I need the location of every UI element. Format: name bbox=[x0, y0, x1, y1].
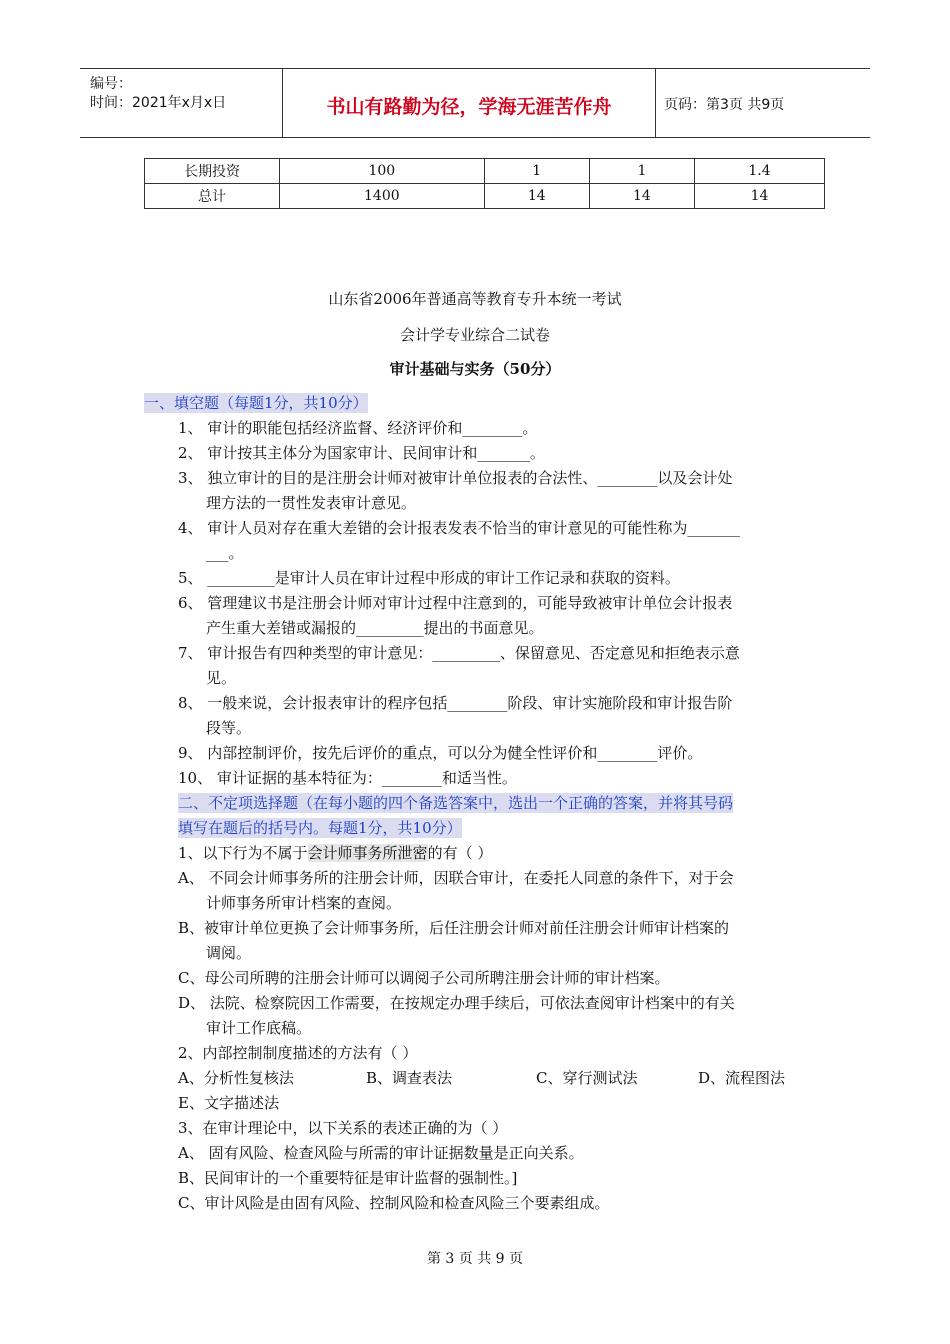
option: B、被审计单位更换了会计师事务所，后任注册会计师对前任注册会计师审计档案的 bbox=[178, 919, 730, 937]
motto: 书山有路勤为径，学海无涯苦作舟 bbox=[326, 96, 612, 118]
table-cell: 14 bbox=[695, 184, 825, 209]
question: 3、 独立审计的目的是注册会计师对被审计单位报表的合法性、________以及会计处 bbox=[178, 469, 733, 487]
option: B、调查表法 bbox=[366, 1069, 453, 1087]
option: D、 法院、检察院因工作需要，在按规定办理手续后，可依法查阅审计档案中的有关 bbox=[178, 994, 735, 1012]
table-cell: 100 bbox=[280, 159, 485, 184]
option: C、审计风险是由固有风险、控制风险和检查风险三个要素组成。 bbox=[178, 1194, 610, 1212]
table-cell: 1400 bbox=[280, 184, 485, 209]
part1-heading: 一、填空题（每题1分，共10分） bbox=[144, 394, 368, 412]
question: 3、在审计理论中，以下关系的表述正确的为（ ） bbox=[178, 1119, 508, 1137]
question: 4、 审计人员对存在重大差错的会计报表发表不恰当的审计意见的可能性称为_______ bbox=[178, 519, 740, 537]
option-cont: 审计工作底稿。 bbox=[206, 1019, 312, 1037]
data-table bbox=[144, 158, 825, 209]
question: 8、 一般来说，会计报表审计的程序包括________阶段、审计实施阶段和审计报告阶 bbox=[178, 694, 733, 712]
option: E、文字描述法 bbox=[178, 1094, 279, 1112]
table-cell: 1 bbox=[589, 159, 694, 184]
option: A、 固有风险、检查风险与所需的审计证据数量是正向关系。 bbox=[178, 1144, 584, 1162]
paper-title: 会计学专业综合二试卷 bbox=[399, 326, 550, 344]
option: C、母公司所聘的注册会计师可以调阅子公司所聘注册会计师的审计档案。 bbox=[178, 969, 670, 987]
question: 5、 _________是审计人员在审计过程中形成的审计工作记录和获取的资料。 bbox=[178, 569, 680, 587]
table-cell: 1.4 bbox=[695, 159, 825, 184]
question: 10、 审计证据的基本特征为：________和适当性。 bbox=[178, 769, 517, 787]
question-text: 1、以下行为不属于 bbox=[178, 844, 308, 862]
highlighted-text: 会计师事务所泄密 bbox=[307, 844, 428, 862]
option: B、民间审计的一个重要特征是审计监督的强制性。] bbox=[178, 1169, 518, 1187]
table-row bbox=[145, 159, 825, 184]
option-cont: 调阅。 bbox=[206, 944, 252, 962]
question: 9、 内部控制评价，按先后评价的重点，可以分为健全性评价和________评价。 bbox=[178, 744, 703, 762]
page-info: 页码：第3页 共9页 bbox=[664, 97, 785, 113]
section-title: 审计基础与实务（50分） bbox=[389, 360, 561, 378]
exam-title: 山东省2006年普通高等教育专升本统一考试 bbox=[328, 290, 622, 308]
question: 1、 审计的职能包括经济监督、经济评价和________。 bbox=[178, 419, 538, 437]
doc-code: 编号： bbox=[90, 76, 132, 92]
header-meta bbox=[90, 75, 280, 113]
table-cell: 长期投资 bbox=[145, 159, 280, 184]
question-cont: 产生重大差错或漏报的_________提出的书面意见。 bbox=[206, 619, 544, 637]
option: A、 不同会计师事务所的注册会计师，因联合审计，在委托人同意的条件下，对于会 bbox=[178, 869, 734, 887]
part2-heading-cont: 填写在题后的括号内。每题1分，共10分） bbox=[178, 819, 462, 837]
question-cont: ___。 bbox=[206, 544, 244, 562]
option: D、流程图法 bbox=[698, 1069, 786, 1087]
question-cont: 理方法的一贯性发表审计意见。 bbox=[206, 494, 417, 512]
question: 2、内部控制制度描述的方法有（ ） bbox=[178, 1044, 418, 1062]
table-cell: 1 bbox=[484, 159, 589, 184]
table-cell: 14 bbox=[589, 184, 694, 209]
part2-heading: 二、不定项选择题（在每小题的四个备选答案中，选出一个正确的答案，并将其号码 bbox=[178, 794, 734, 812]
question: 7、 审计报告有四种类型的审计意见：_________、保留意见、否定意见和拒绝表示意 bbox=[178, 644, 740, 662]
table-row bbox=[145, 184, 825, 209]
question-text: 的有（ ） bbox=[427, 844, 493, 862]
page-header bbox=[80, 68, 870, 138]
option-cont: 计师事务所审计档案的查阅。 bbox=[206, 894, 402, 912]
page-footer: 第 3 页 共 9 页 bbox=[426, 1251, 524, 1267]
table-cell: 14 bbox=[484, 184, 589, 209]
question: 6、 管理建议书是注册会计师对审计过程中注意到的，可能导致被审计单位会计报表 bbox=[178, 594, 733, 612]
question bbox=[178, 843, 492, 863]
question: 2、 审计按其主体分为国家审计、民间审计和_______。 bbox=[178, 444, 545, 462]
table-cell: 总计 bbox=[145, 184, 280, 209]
header-motto-cell bbox=[282, 69, 656, 137]
option: C、穿行测试法 bbox=[536, 1069, 638, 1087]
question-cont: 段等。 bbox=[206, 719, 252, 737]
option: A、分析性复核法 bbox=[178, 1069, 294, 1087]
question-cont: 见。 bbox=[206, 669, 237, 687]
doc-time: 时间：2021年x月x日 bbox=[90, 95, 227, 111]
